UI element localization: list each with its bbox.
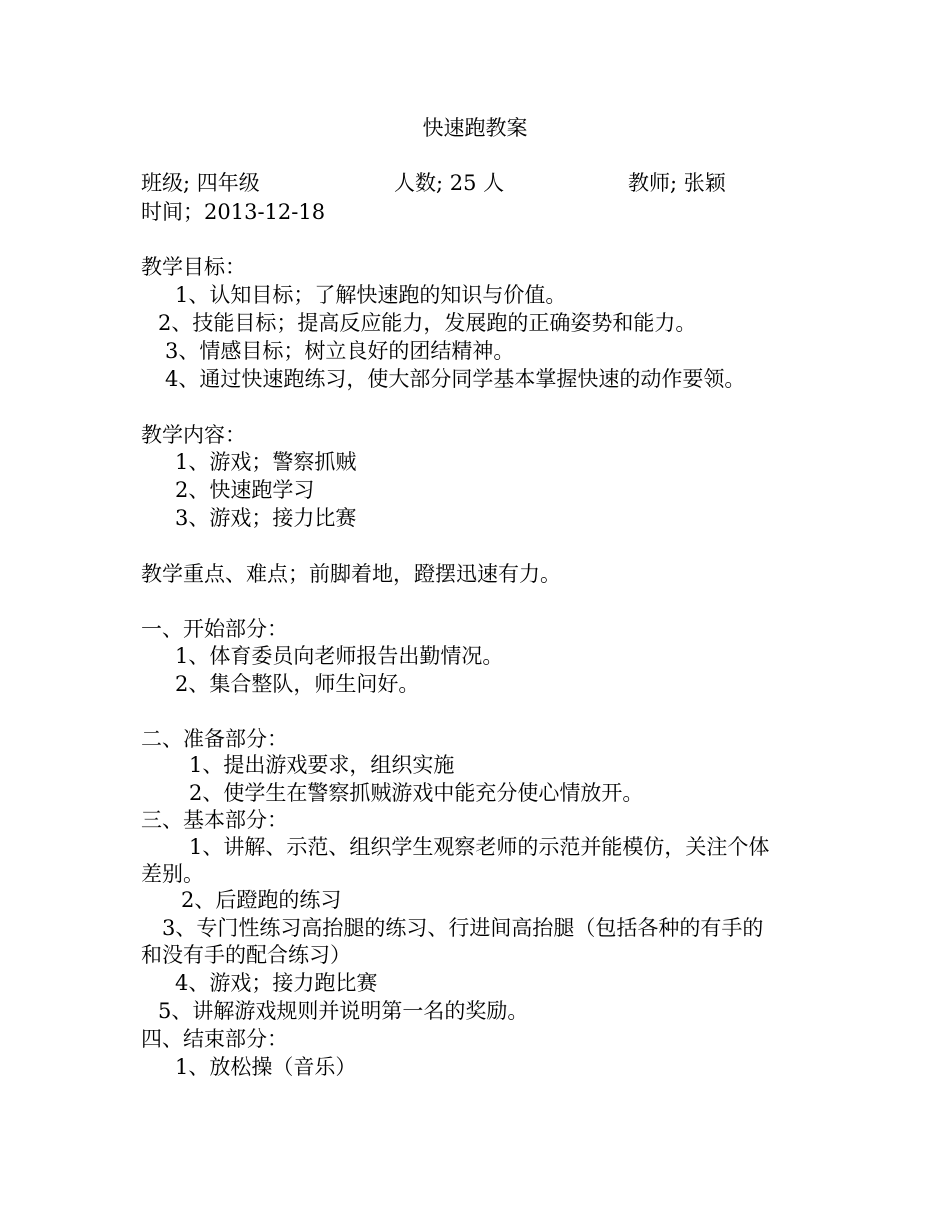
- part2-heading: 二、准备部分：: [141, 727, 288, 751]
- content-item: 2、快速跑学习: [175, 478, 315, 502]
- meta-row: [141, 170, 841, 197]
- part3-item-continued: 和没有手的配合练习）: [141, 943, 351, 967]
- content-heading: 教学内容：: [141, 423, 246, 447]
- part3-item-continued: 差别。: [141, 862, 204, 886]
- objectives-heading: 教学目标：: [141, 255, 246, 279]
- objective-item: 3、情感目标；树立良好的团结精神。: [165, 339, 515, 363]
- part3-item: 5、讲解游戏规则并说明第一名的奖励。: [158, 999, 529, 1023]
- objective-item: 1、认知目标；了解快速跑的知识与价值。: [175, 283, 567, 307]
- part3-item: 4、游戏；接力跑比赛: [175, 971, 378, 995]
- meta-count: 人数; 25 人: [394, 171, 505, 195]
- key-points: 教学重点、难点；前脚着地，蹬摆迅速有力。: [141, 562, 561, 586]
- part4-item: 1、放松操（音乐）: [175, 1055, 357, 1079]
- part3-item: 2、后蹬跑的练习: [181, 888, 342, 912]
- meta-teacher: 教师; 张颖: [628, 171, 726, 195]
- meta-time: 时间；2013-12-18: [141, 200, 326, 224]
- document-title: 快速跑教案: [422, 116, 528, 140]
- meta-class: 班级; 四年级: [141, 171, 260, 195]
- part3-item: 1、讲解、示范、组织学生观察老师的示范并能模仿，关注个体: [189, 835, 770, 859]
- objective-item: 2、技能目标；提高反应能力，发展跑的正确姿势和能力。: [158, 311, 697, 335]
- part1-heading: 一、开始部分：: [141, 617, 288, 641]
- part3-heading: 三、基本部分：: [141, 808, 288, 832]
- objective-item: 4、通过快速跑练习，使大部分同学基本掌握快速的动作要领。: [165, 367, 746, 391]
- part2-item: 1、提出游戏要求，组织实施: [189, 753, 455, 777]
- content-item: 3、游戏；接力比赛: [175, 506, 357, 530]
- part1-item: 2、集合整队，师生问好。: [175, 672, 420, 696]
- part3-item: 3、专门性练习高抬腿的练习、行进间高抬腿（包括各种的有手的: [162, 916, 764, 940]
- content-item: 1、游戏；警察抓贼: [175, 450, 357, 474]
- part1-item: 1、体育委员向老师报告出勤情况。: [175, 644, 504, 668]
- part4-heading: 四、结束部分：: [141, 1027, 288, 1051]
- part2-item: 2、使学生在警察抓贼游戏中能充分使心情放开。: [189, 781, 644, 805]
